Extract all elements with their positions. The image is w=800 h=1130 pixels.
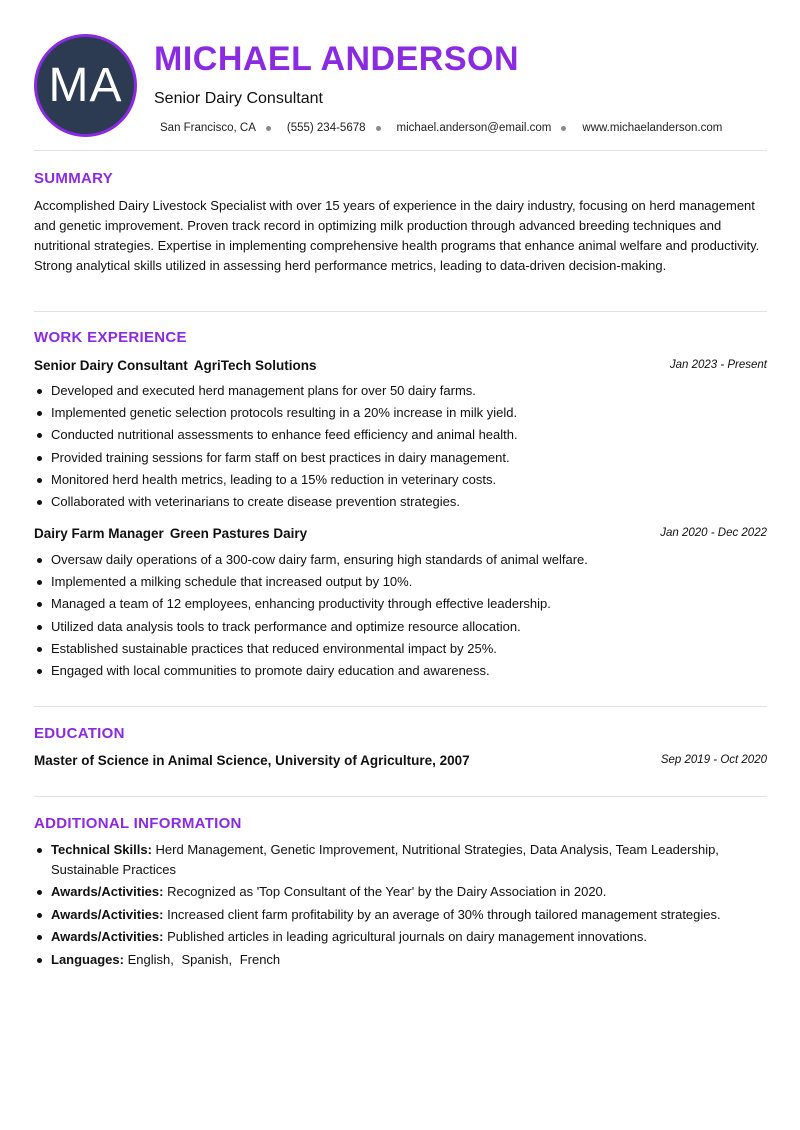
additional-list bbox=[34, 840, 767, 973]
info-text: Increased client farm profitability by an average of 30% through tailored management strategies. bbox=[167, 906, 721, 922]
summary-text: Accomplished Dairy Livestock Specialist with over 15 years of experience in the dairy industry, focusing on herd management and genetic improvement. Proven track record in optimizing milk production through advanced breeding techniques and nutritional strategies. Expertise in implementing comprehensive health programs that enhance animal welfare and productivity. Strong analytical skills utilized in assessing herd performance metrics, leading to data-driven decision-making. bbox=[34, 198, 760, 273]
language-value: English, bbox=[127, 952, 174, 968]
job-dates: Jan 2020 - Dec 2022 bbox=[660, 527, 767, 539]
info-label: Languages: bbox=[51, 952, 124, 968]
language-value: Spanish, bbox=[181, 952, 233, 968]
list-item bbox=[34, 950, 767, 970]
list-item: Collaborated with veterinarians to create disease prevention strategies. bbox=[34, 491, 767, 513]
job-company: Green Pastures Dairy bbox=[169, 526, 308, 541]
job-header bbox=[34, 526, 767, 544]
divider bbox=[34, 796, 767, 797]
candidate-name: MICHAEL ANDERSON bbox=[154, 40, 520, 78]
contact-location: San Francisco, CA bbox=[160, 122, 256, 134]
info-label: Technical Skills: bbox=[51, 842, 152, 857]
experience-heading: WORK EXPERIENCE bbox=[34, 329, 187, 346]
language-value: French bbox=[239, 952, 281, 968]
list-item: Engaged with local communities to promote dairy education and awareness. bbox=[34, 660, 767, 682]
info-text: Recognized as 'Top Consultant of the Year' by the Dairy Association in 2020. bbox=[167, 884, 607, 900]
list-item: Implemented genetic selection protocols resulting in a 20% increase in milk yield. bbox=[34, 402, 767, 424]
list-item: Provided training sessions for farm staff on best practices in dairy management. bbox=[34, 447, 767, 469]
candidate-title: Senior Dairy Consultant bbox=[154, 90, 323, 107]
list-item: Established sustainable practices that reduced environmental impact by 25%. bbox=[34, 638, 767, 660]
list-item: Managed a team of 12 employees, enhancing productivity through effective leadership. bbox=[34, 593, 767, 615]
list-item: Implemented a milking schedule that increased output by 10%. bbox=[34, 571, 767, 593]
list-item bbox=[34, 927, 767, 947]
contact-line bbox=[160, 122, 722, 134]
list-item bbox=[34, 905, 767, 925]
contact-website[interactable]: www.michaelanderson.com bbox=[582, 122, 723, 134]
contact-phone: (555) 234-5678 bbox=[286, 122, 366, 134]
summary-heading: SUMMARY bbox=[34, 170, 114, 187]
job-company: AgriTech Solutions bbox=[193, 358, 317, 373]
avatar: MA bbox=[34, 34, 137, 137]
education-dates: Sep 2019 - Oct 2020 bbox=[660, 754, 767, 766]
job-header bbox=[34, 358, 767, 376]
job-bullets bbox=[34, 549, 767, 682]
list-item bbox=[34, 882, 767, 902]
list-item bbox=[34, 840, 767, 880]
contact-separator bbox=[561, 126, 566, 131]
education-degree: Master of Science in Animal Science, University of Agriculture, 2007 bbox=[34, 753, 470, 768]
job-title bbox=[34, 526, 307, 541]
list-item: Conducted nutritional assessments to enhance feed efficiency and animal health. bbox=[34, 424, 767, 446]
education-heading: EDUCATION bbox=[34, 725, 125, 742]
divider bbox=[34, 150, 767, 151]
job-role: Senior Dairy Consultant bbox=[34, 358, 188, 373]
job-role: Dairy Farm Manager bbox=[34, 526, 164, 541]
list-item: Monitored herd health metrics, leading to a 15% reduction in veterinary costs. bbox=[34, 469, 767, 491]
info-label: Awards/Activities: bbox=[51, 884, 164, 900]
info-text: Herd Management, Genetic Improvement, Nutritional Strategies, Data Analysis, Team Leadership, Sustainable Practices bbox=[51, 842, 719, 877]
resume-header bbox=[34, 34, 767, 138]
contact-separator bbox=[266, 126, 271, 131]
job-title bbox=[34, 358, 317, 373]
divider bbox=[34, 311, 767, 312]
info-label: Awards/Activities: bbox=[51, 906, 164, 922]
list-item: Utilized data analysis tools to track performance and optimize resource allocation. bbox=[34, 616, 767, 638]
info-text: Published articles in leading agricultural journals on dairy management innovations. bbox=[167, 929, 647, 945]
contact-separator bbox=[376, 126, 381, 131]
education-entry bbox=[34, 753, 767, 771]
divider bbox=[34, 706, 767, 707]
list-item: Developed and executed herd management plans for over 50 dairy farms. bbox=[34, 380, 767, 402]
list-item: Oversaw daily operations of a 300-cow dairy farm, ensuring high standards of animal welfare. bbox=[34, 549, 767, 571]
info-label: Awards/Activities: bbox=[51, 929, 164, 945]
job-dates: Jan 2023 - Present bbox=[669, 359, 767, 371]
additional-heading: ADDITIONAL INFORMATION bbox=[34, 815, 242, 832]
job-bullets bbox=[34, 380, 767, 513]
contact-email[interactable]: michael.anderson@email.com bbox=[396, 122, 552, 134]
